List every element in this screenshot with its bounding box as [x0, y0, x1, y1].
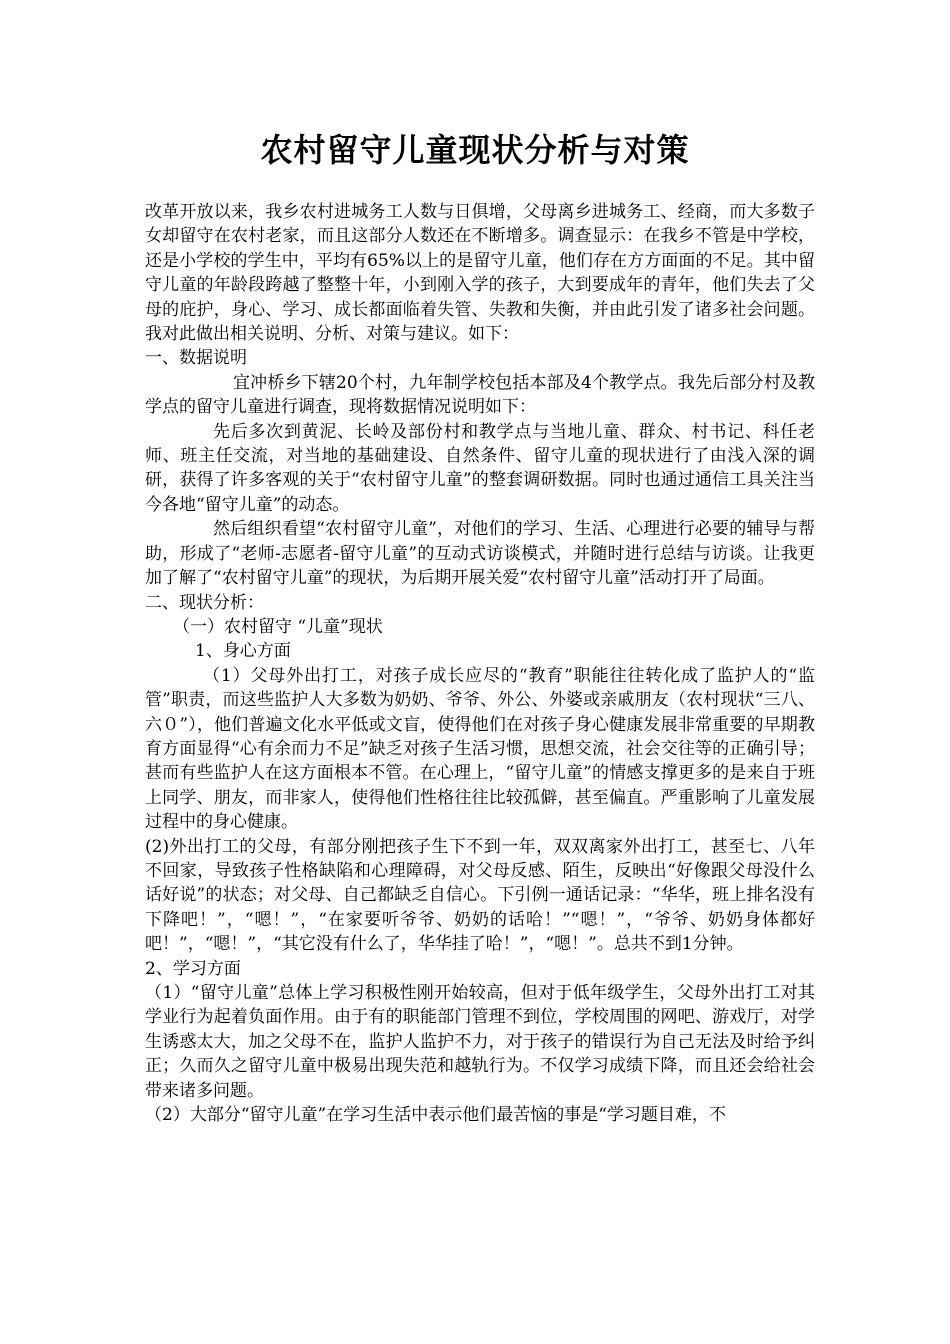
section1-paragraph-2: 先后多次到黄泥、长岭及部份村和教学点与当地儿童、群众、村书记、科任老师、班主任交流，对当地的基础建设、自然条件、留守儿童的现状进行了由浅入深的调研，获得了许多客观的关于“农村留守儿童”的整套调研数据。同时也通过通信工具关注当今各地“留守儿童”的动态。 — [145, 421, 815, 515]
section1-heading: 一、数据说明 — [145, 348, 247, 369]
item1-paragraph-2: (2)外出打工的父母，有部分刚把孩子生下不到一年，双双离家外出打工，甚至七、八年不回家，导致孩子性格缺陷和心理障碍，对父母反感、陌生，反映出“好像跟父母没什么话好说”的状态；对父母、自己都缺乏自信心。下引例一通话记录：“华华，班上排名没有下降吧！”，“嗯！”，“在家要听爷爷、奶奶的话哈！”“嗯！”，“爷爷、奶奶身体都好吧！”，“嗯！”，“其它没有什么了，华华挂了哈！”，“嗯！”。总共不到1分钟。 — [145, 836, 815, 955]
document-body — [145, 200, 815, 1127]
item1-paragraph-1: （1）父母外出打工，对孩子成长应尽的“教育”职能往往转化成了监护人的“监管”职责，而这些监护人大多数为奶奶、爷爷、外公、外婆或亲戚朋友（农村现状“三八、六０”），他们普遍文化水平低或文盲，使得他们在对孩子身心健康发展非常重要的早期教育方面显得“心有余而力不足”缺乏对孩子生活习惯，思想交流，社会交往等的正确引导；甚而有些监护人在这方面根本不管。在心理上，“留守儿童”的情感支撑更多的是来自于班上同学、朋友，而非家人，使得他们性格往往比较孤僻，甚至偏直。严重影响了儿童发展过程中的身心健康。 — [145, 665, 815, 833]
intro-paragraph: 改革开放以来，我乡农村进城务工人数与日俱增，父母离乡进城务工、经商，而大多数子女却留守在农村老家，而且这部分人数还在不断增多。调查显示：在我乡不管是中学校，还是小学校的学生中，平均有65%以上的是留守儿童，他们存在方方面面的不足。其中留守儿童的年龄段跨越了整整十年，小到刚入学的孩子，大到要成年的青年，他们失去了父母的庇护，身心、学习、成长都面临着失管、失教和失衡，并由此引发了诸多社会问题。我对此做出相关说明、分析、对策与建议。如下： — [145, 202, 815, 345]
item2-heading: 2、学习方面 — [145, 958, 241, 979]
section1-paragraph-1: 宜冲桥乡下辖20个村，九年制学校包括本部及4个教学点。我先后部分村及教学点的留守儿童进行调查，现将数据情况说明如下： — [145, 372, 815, 418]
item2-paragraph-1: （1）“留守儿童”总体上学习积极性刚开始较高，但对于低年级学生，父母外出打工对其学业行为起着负面作用。由于有的职能部门管理不到位，学校周围的网吧、游戏厅，对学生诱惑太大，加之父母不在，监护人监护不力，对于孩子的错误行为自己无法及时给予纠正；久而久之留守儿童中极易出现失范和越轨行为。不仅学习成绩下降，而且还会给社会带来诸多问题。 — [145, 983, 815, 1101]
section1-paragraph-3: 然后组织看望“农村留守儿童”，对他们的学习、生活、心理进行必要的辅导与帮助，形成了“老师-志愿者-留守儿童”的互动式访谈模式，并随时进行总结与访谈。让我更加了解了“农村留守儿童”的现状，为后期开展关爱“农村留守儿童”活动打开了局面。 — [145, 519, 815, 589]
item2-paragraph-2: （2）大部分“留守儿童”在学习生活中表示他们最苦恼的事是“学习题目难，不 — [145, 1105, 726, 1126]
document-title: 农村留守儿童现状分析与对策 — [260, 131, 690, 169]
section2-subheading-1: （一）农村留守 “儿童”现状 — [173, 616, 383, 637]
item1-heading: 1、身心方面 — [195, 641, 291, 662]
section2-heading: 二、现状分析： — [145, 592, 264, 613]
